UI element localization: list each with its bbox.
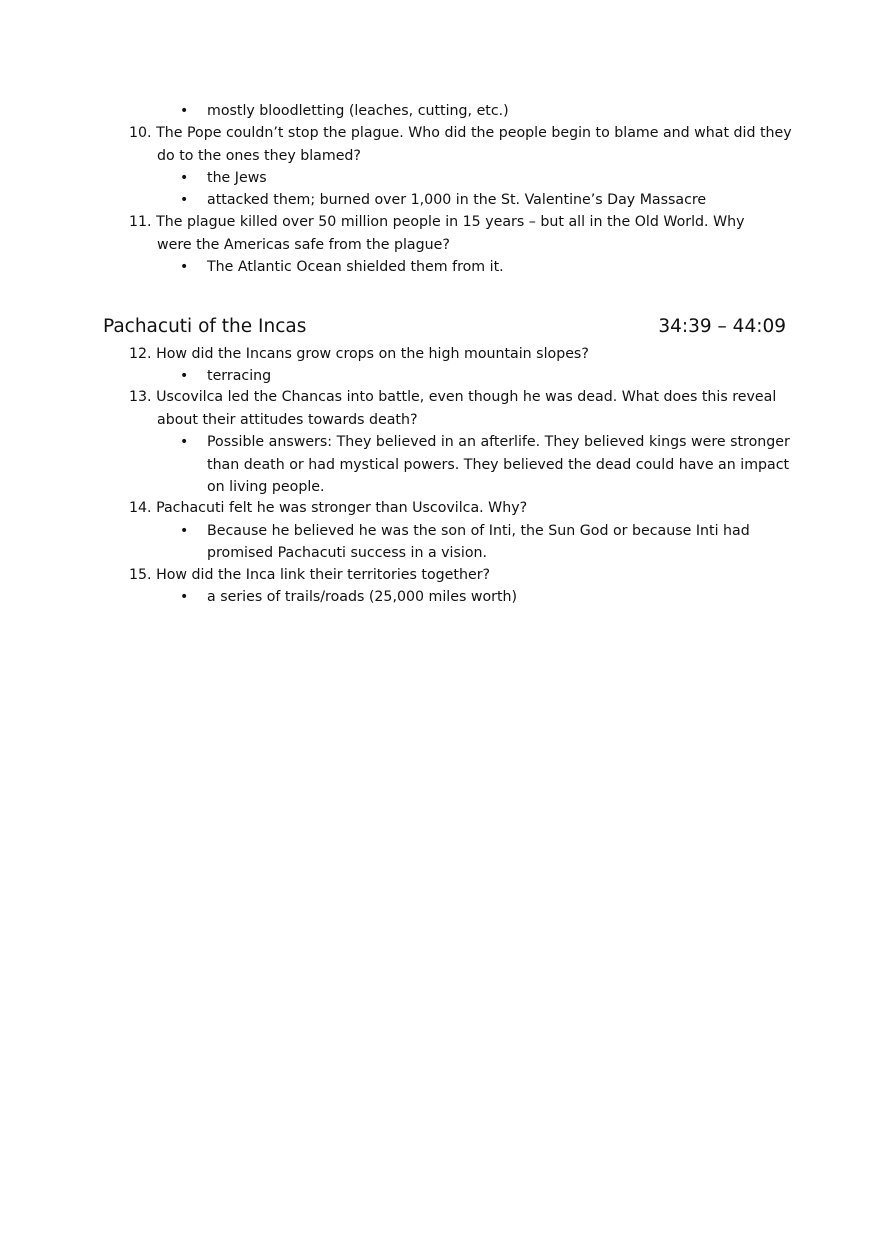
answer-13-line-3: on living people. (207, 479, 325, 495)
question-15: 15. How did the Inca link their territories together? (129, 567, 491, 583)
bullet-marker: • (180, 192, 189, 208)
bullet-marker: • (180, 259, 189, 275)
question-10-cont: do to the ones they blamed? (157, 148, 361, 164)
answer-10-b: attacked them; burned over 1,000 in the St. Valentine’s Day Massacre (207, 192, 707, 208)
question-12: 12. How did the Incans grow crops on the high mountain slopes? (129, 346, 589, 362)
answer-13-line-1: Possible answers: They believed in an afterlife. They believed kings were stronger (207, 434, 790, 450)
question-10: 10. The Pope couldn’t stop the plague. Who did the people begin to blame and what did they (129, 125, 792, 141)
bullet-marker: • (180, 523, 189, 539)
answer-14-line-2: promised Pachacuti success in a vision. (207, 545, 488, 561)
bullet-marker: • (180, 589, 189, 605)
answer-bloodletting: mostly bloodletting (leaches, cutting, etc.) (207, 103, 509, 119)
question-14: 14. Pachacuti felt he was stronger than Uscovilca. Why? (129, 500, 528, 516)
bullet-marker: • (180, 170, 189, 186)
bullet-marker: • (180, 103, 189, 119)
question-11: 11. The plague killed over 50 million people in 15 years – but all in the Old World. Why (129, 214, 745, 230)
question-11-cont: were the Americas safe from the plague? (157, 237, 450, 253)
answer-11-a: The Atlantic Ocean shielded them from it. (207, 259, 504, 275)
bullet-marker: • (180, 434, 189, 450)
answer-10-a: the Jews (207, 170, 267, 186)
section-title: Pachacuti of the Incas (103, 316, 307, 337)
answer-15-a: a series of trails/roads (25,000 miles worth) (207, 589, 518, 605)
bullet-marker: • (180, 368, 189, 384)
question-13-cont: about their attitudes towards death? (157, 412, 418, 428)
answer-14-line-1: Because he believed he was the son of Inti, the Sun God or because Inti had (207, 523, 750, 539)
section-time-range: 34:39 – 44:09 (658, 316, 786, 337)
answer-12-a: terracing (207, 368, 272, 384)
answer-13-line-2: than death or had mystical powers. They believed the dead could have an impact (207, 457, 790, 473)
question-13: 13. Uscovilca led the Chancas into battle, even though he was dead. What does this reveal (129, 389, 777, 405)
